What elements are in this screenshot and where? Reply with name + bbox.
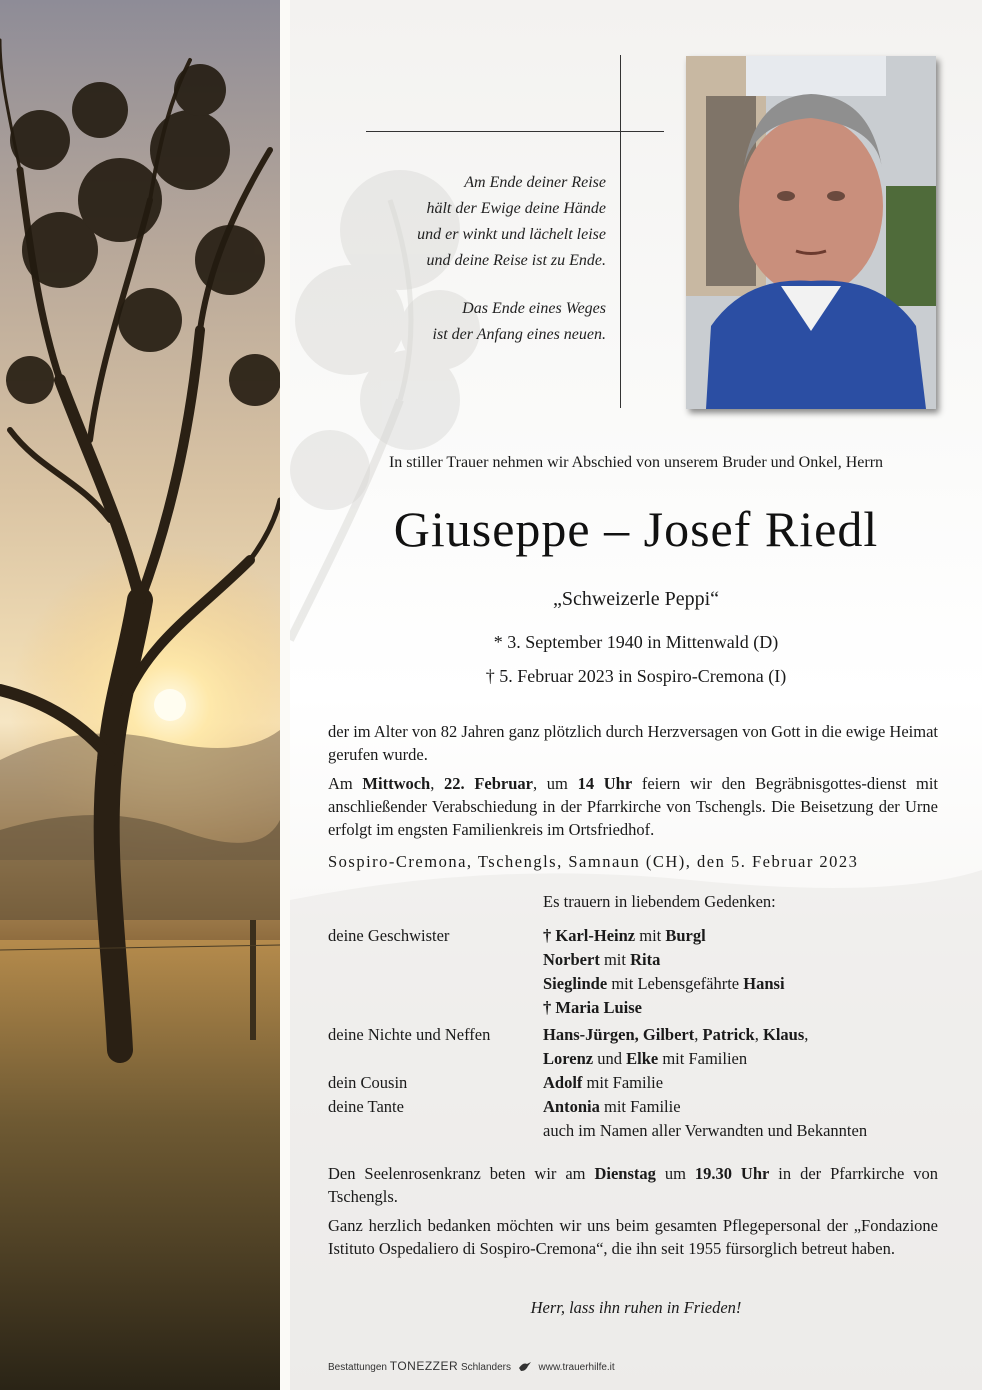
paragraph-funeral [328,772,938,841]
text: mit Lebensgefährte [607,974,744,993]
nickname: „Schweizerle Peppi“ [552,588,720,610]
name: Lorenz [543,1049,594,1068]
funeral-time: 14 Uhr [577,774,633,793]
deceased-name: Giuseppe – Josef Riedl [393,501,879,557]
mourner-entry [543,948,660,972]
name: Rita [630,950,661,969]
text: , [754,1025,763,1044]
verse-line: und deine Reise ist zu Ende. [426,252,606,269]
text: um [655,1164,695,1183]
mourner-entry [543,1071,663,1095]
text: mit Familie [599,1097,681,1116]
mourner-entry [543,972,785,996]
text: mit [599,950,631,969]
verse-line: hält der Ewige deine Hände [426,200,606,217]
text: , [430,774,445,793]
name: Norbert [543,950,600,969]
paragraph-thanks: Ganz herzlich bedanken möchten wir uns beim gesamten Pflegepersonal der „Fondazione Istituto Ospedaliero di Sospiro-Cremona“, die ihn seit 1955 fürsorglich betreut haben. [328,1216,938,1258]
name: Klaus [762,1025,805,1044]
mourner-entry [543,1023,808,1047]
name: Patrick [702,1025,755,1044]
name: Burgl [665,926,706,945]
mourner-label: deine Geschwister [328,926,450,945]
mourner-label: dein Cousin [328,1073,408,1092]
text: Den Seelenrosenkranz beten wir am [328,1164,595,1183]
mourner-relatives: auch im Namen aller Verwandten und Bekannten [543,1121,868,1140]
text: , um [533,774,578,793]
text: mit Familien [658,1049,748,1068]
verse-line: Das Ende eines Weges [462,300,606,317]
text: und [593,1049,627,1068]
rosary-day: Dienstag [594,1164,656,1183]
verse-line: und er winkt und lächelt leise [417,226,606,243]
text: in der Pfarrkirche von Tschengls. [328,1164,938,1206]
footer-prefix: Bestattungen [328,1362,387,1373]
name: Adolf [543,1073,583,1092]
text: feiern wir den Begräbnisgottes-dienst mit anschließender Verabschiedung in der Pfarrkirche von Tschengls. Die Beisetzung der Urne erfolgt im engsten Familienkreis im Ortsfriedhof. [328,774,939,839]
footer [328,1359,615,1373]
verse-line: ist der Anfang eines neuen. [432,326,606,343]
footer-brand: TONEZZER [389,1359,459,1373]
portrait-photo [686,56,936,409]
verse-stanza-2 [286,296,606,348]
birth-line: * 3. September 1940 in Mittenwald (D) [493,632,779,652]
mourners-heading: Es trauern in liebendem Gedenken: [543,892,776,911]
memorial-verse [286,170,606,370]
text: , [804,1025,809,1044]
text: , [694,1025,703,1044]
mourner-entry [543,924,706,948]
portrait-illustration [686,56,936,409]
mourner-label: deine Nichte und Neffen [328,1025,491,1044]
name: Sieglinde [543,974,608,993]
paragraph-rosary [328,1162,938,1208]
mourner-entry [543,996,642,1020]
funeral-date: 22. Februar [444,774,533,793]
intro-text: In stiller Trauer nehmen wir Abschied von unserem Bruder und Onkel, Herrn [388,454,884,471]
name: † Maria Luise [543,998,642,1017]
mourner-entry [543,1047,747,1071]
rosary-time: 19.30 Uhr [694,1164,770,1183]
paragraph-passing: der im Alter von 82 Jahren ganz plötzlich durch Herzversagen von Gott in die ewige Heimat gerufen wurde. [328,722,938,764]
mourner-label: deine Tante [328,1097,404,1116]
place-date: Sospiro-Cremona, Tschengls, Samnaun (CH), den 5. Februar 2023 [328,852,859,871]
death-line: † 5. Februar 2023 in Sospiro-Cremona (I) [485,666,787,686]
funeral-day: Mittwoch [362,774,431,793]
sunset-tree-photo [0,0,280,1390]
closing-prayer: Herr, lass ihn ruhen in Frieden! [530,1298,742,1317]
dove-logo-icon [518,1361,532,1373]
name: Antonia [543,1097,600,1116]
footer-website[interactable]: www.trauerhilfe.it [538,1362,615,1373]
name: Hans-Jürgen, Gilbert [543,1025,695,1044]
sunset-tree-illustration [0,0,280,1390]
text: Am [328,774,363,793]
text: mit [635,926,666,945]
verse-line: Am Ende deiner Reise [464,174,606,191]
mourner-entry [543,1095,681,1119]
name: Elke [626,1049,659,1068]
text: mit Familie [582,1073,664,1092]
cross-vertical-bar [620,55,621,408]
footer-town: Schlanders [460,1362,511,1373]
name: Hansi [743,974,785,993]
name: † Karl-Heinz [543,926,636,945]
verse-stanza-1 [286,170,606,274]
